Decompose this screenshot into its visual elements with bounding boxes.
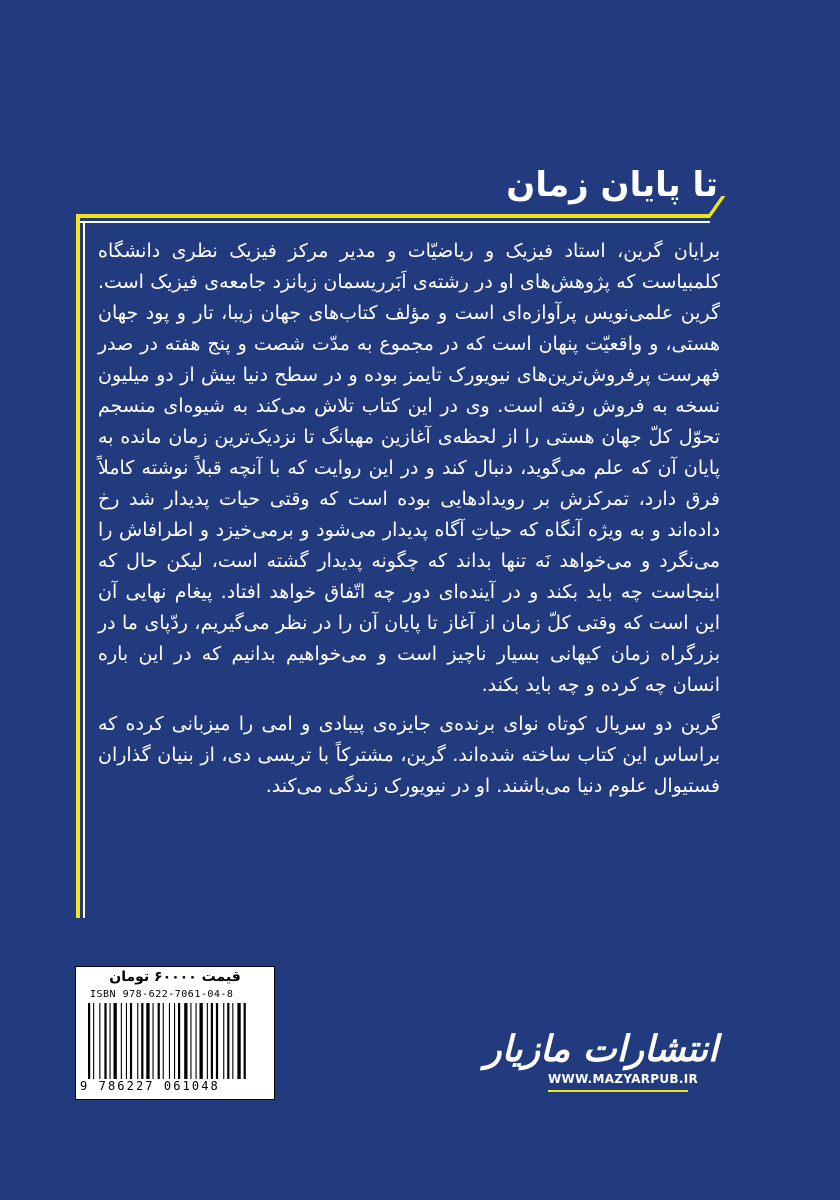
barcode-label	[75, 966, 275, 1100]
barcode-icon	[88, 1003, 264, 1079]
book-title: تا پایان زمان	[506, 165, 718, 205]
blurb-paragraph-2: گرین دو سریال کوتاه نوای برنده‌ی جایزه‌ی پیبادی و امی را میزبانی کرده که براساس این کتاب ساخته شده‌اند. گرین، مشترکاً با تریسی دی، از بنیان گذاران فستیوال علوم دنیا می‌باشند. او در نیویورک زندگی می‌کند.	[98, 713, 720, 797]
price-text: قیمت ۶۰۰۰۰ تومان	[109, 969, 241, 985]
publisher-url-underline	[548, 1090, 688, 1092]
publisher-logo: انتشارات مازیار	[484, 1028, 718, 1070]
frame-left-line	[76, 214, 80, 918]
blurb-paragraph-1: برایان گرین، استاد فیزیک و ریاضیّات و مدیر مرکز فیزیک نظری دانشگاه کلمبیاست که پژوهش‌های او در رشته‌ی اَبَرریسمان زبانزد جامعه‌ی فیزیک است. گرین علمی‌نویس پرآوازه‌ای است و مؤلف کتاب‌های جهان زیبا، تار و پود جهان هستی، و واقعیّت پنهان است که در مجموع به مدّت شصت و پنج هفته در صدر فهرست پرفروش‌ترین‌های نیویورک تایمز بوده و در سطح دنیا بیش از دو میلیون نسخه به فروش رفته است. وی در این کتاب تلاش می‌کند به شیوه‌ای منسجم تحوّل کلّ جهان هستی را از لحظه‌ی آغازین مهبانگ تا نزدیک‌ترین زمان مانده به پایان آن که علم می‌گوید، دنبال کند و در این روایت که با آنچه قبلاً نوشته کاملاً فرق دارد، تمرکزش بر رویدادهایی بوده است که وقتی حیات پدیدار شد رخ داده‌اند و به ویژه آنگاه که حیاتِ آگاه پدیدار می‌شود و برمی‌خیزد و اطرافاش را می‌نگرد و می‌خواهد نَه تنها بداند که چگونه پدیدار گشته است، لیکن حال که اینجاست چه باید بکند و در آینده‌ای دور چه اتّفاق خواهد افتاد. پیغام نهایی آن این است که وقتی کلّ زمان از آغاز تا پایان آن را در نظر می‌گیریم، ردّپای ما در بزرگراه زمان کیهانی بسیار ناچیز است و می‌خواهیم بدانیم که در این باره انسان چه کرده و چه باید بکند.	[98, 240, 720, 696]
frame-top-inner-line	[76, 221, 710, 223]
barcode-digits: 9 786227 061048	[80, 1079, 220, 1093]
publisher-url: WWW.MAZYARPUB.IR	[548, 1072, 699, 1086]
frame-top-line	[76, 214, 710, 218]
isbn-text: ISBN 978-622-7061-04-8	[90, 989, 234, 1000]
frame-left-inner-line	[83, 221, 85, 918]
blurb-text	[98, 236, 720, 810]
